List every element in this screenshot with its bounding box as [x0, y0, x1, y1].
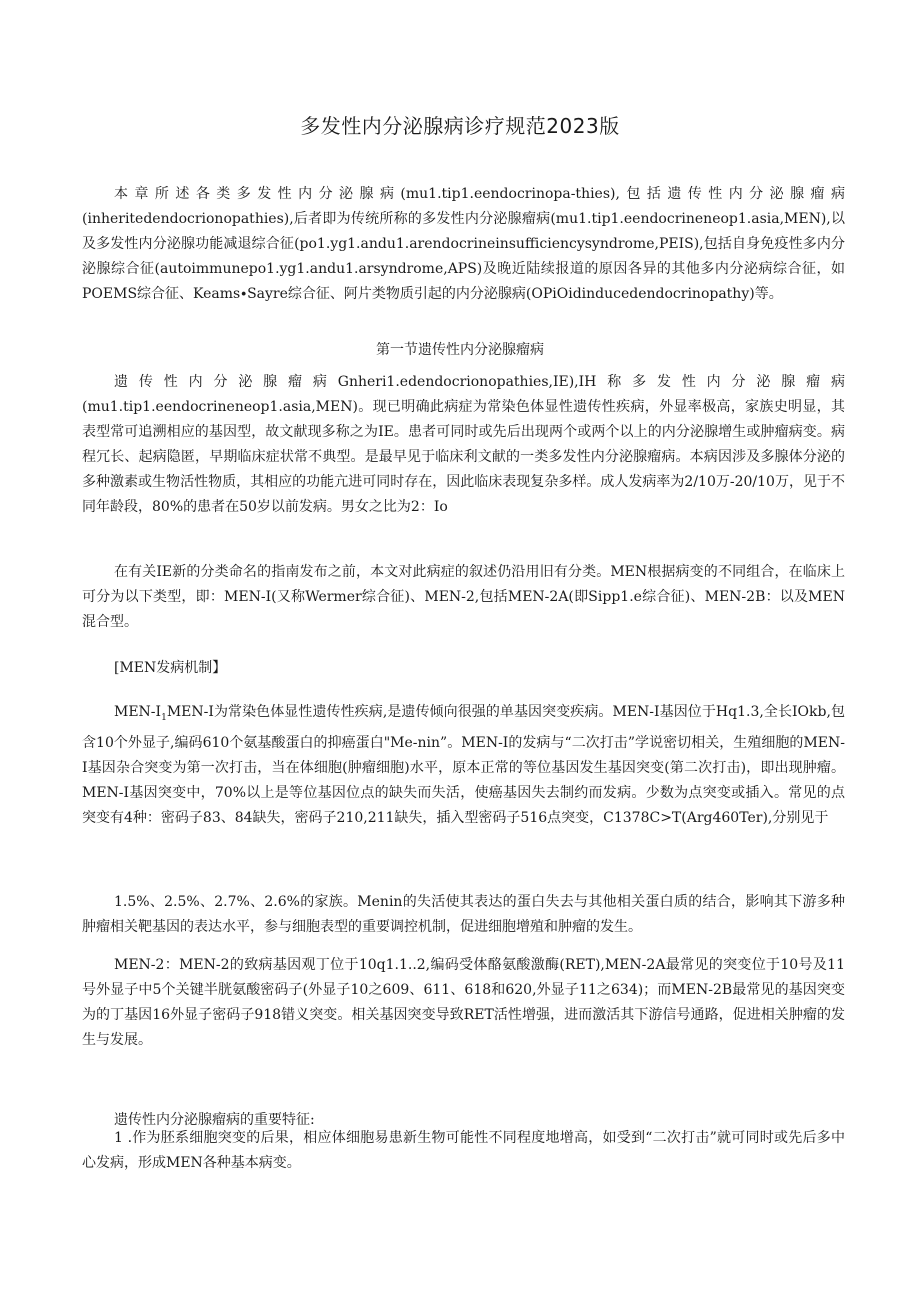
ie-overview-paragraph: 遗传性内分泌腺瘤病Gnheri1.edendocrionopathies,IE),IH称多发性内分泌腺瘤病(mu1.tip1.eendocrineneop1.asia,MEN)。现已明确此病症为常染色体显性遗传性疾病，外显率极高，家族史明显，其表型常可追溯相应的基因型，故文献现多称之为IE。患者可同时或先后出现两个或两个以上的内分泌腺增生或肿瘤病变。病程冗长、起病隐匿，早期临床症状常不典型。是最早见于临床利文献的一类多发性内分泌腺瘤病。本病因涉及多腺体分泌的多种激素或生物活性物质，其相应的功能亢进可同时存在，因此临床表现复杂多样。成人发病率为2/10万-20/10万，见于不同年龄段，80%的患者在50岁以前发病。男女之比为2：Io — [82, 374, 845, 515]
men1-paragraph — [82, 700, 845, 831]
men1-prefix: MEN-I — [114, 704, 162, 720]
intro-paragraph: 本章所述各类多发性内分泌腺病(mu1.tip1.eendocrinopa-thies),包括遗传性内分泌腺瘤病(inheritedendocrionopathies),后者即为传统所称的多发性内分泌腺瘤病(mu1.tip1.eendocrineneop1.asia,MEN),以及多发性内分泌腺功能减退综合征(po1.yg1.andu1.arendocrineinsufficiencysyndrome,PEIS),包括自身免疫性多内分泌腺综合征(autoimmunepo1.yg1.andu1.arsyndrome,APS)及晚近陆续报道的原因各异的其他多内分泌病综合征，如POEMS综合征、Keams∙Sayre综合征、阿片类物质引起的内分泌腺病(OPiOidinducedendocrinopathy)等。 — [82, 186, 845, 302]
classification-paragraph: 在有关IE新的分类命名的指南发布之前，本文对此病症的叙述仍沿用旧有分类。MEN根据病变的不同组合，在临床上可分为以下类型，即：MEN-I(又称Wermer综合征)、MEN-2,包括MEN-2A(即Sipp1.e综合征)、MEN-2B：以及MEN混合型。 — [82, 564, 845, 630]
features-heading: 遗传性内分泌腺瘤病的重要特征: — [114, 1112, 315, 1128]
mechanism-heading: [MEN发病机制】 — [114, 660, 227, 676]
men2-paragraph: MEN-2：MEN-2的致病基因观丁位于10q1.1..2,编码受体酪氨酸激酶(RET),MEN-2A最常见的突变位于10号及11号外显子中5个关键半胱氨酸密码子(外显子10之609、611、618和620,外显子11之634)；而MEN-2B最常见的基因突变为的丁基因16外显子密码子918错义突变。相关基因突变导致RET活性增强，进而激活其下游信号通路，促进相关肿瘤的发生与发展。 — [82, 957, 845, 1048]
document-title: 多发性内分泌腺病诊疗规范2023版 — [300, 114, 620, 138]
men1-text: MEN-I为常染色体显性遗传性疾病,是遗传倾向很强的单基因突变疾病。MEN-I基因位于Hq1.3,全长IOkb,包含10个外显子,编码610个氨基酸蛋白的抑癌蛋白"Me-nin”。MEN-I的发病与“二次打击”学说密切相关，生殖细胞的MEN-I基因杂合突变为第一次打击，当在体细胞(肿瘤细胞)水平，原本正常的等位基因发生基因突变(第二次打击)，即出现肿瘤。MEN-I基因突变中，70%以上是等位基因位点的缺失而失活，使癌基因失去制约而发病。少数为点突变或插入。常见的点突变有4种：密码子83、84缺失，密码子210,211缺失，插入型密码子516点突变，C1378C>T(Arg460Ter),分别见于 — [82, 704, 845, 826]
men1-continuation-paragraph: 1.5%、2.5%、2.7%、2.6%的家族。Menin的失活使其表达的蛋白失去与其他相关蛋白质的结合，影响其下游多种肿瘤相关靶基因的表达水平，参与细胞表型的重要调控机制，促进细胞增殖和肿瘤的发生。 — [82, 894, 845, 935]
men1-subscript: 1 — [161, 712, 167, 723]
section-heading: 第一节遗传性内分泌腺瘤病 — [376, 342, 544, 358]
feature-1-paragraph: 1 .作为胚系细胞突变的后果，相应体细胞易患新生物可能性不同程度地增高，如受到“二次打击”就可同时或先后多中心发病，形成MEN各种基本病变。 — [82, 1130, 845, 1171]
